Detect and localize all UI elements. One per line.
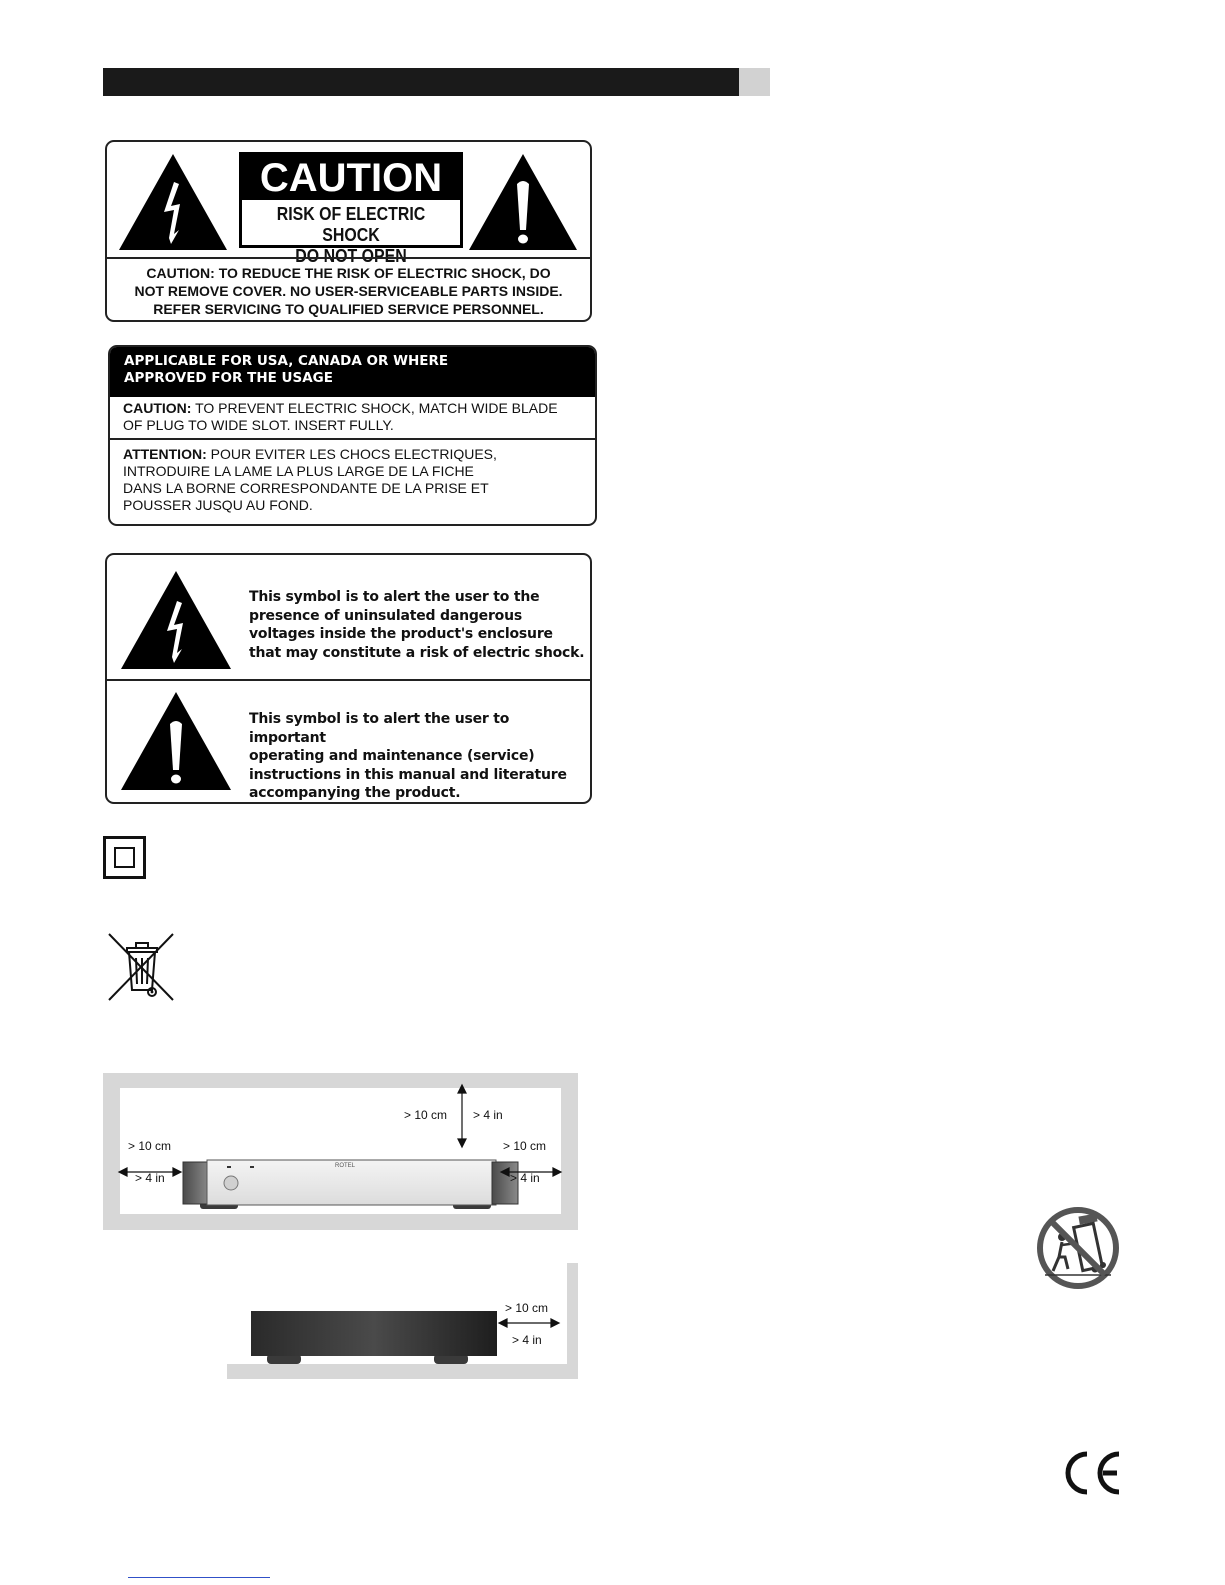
exclamation-desc-line: operating and maintenance (service) bbox=[249, 748, 535, 764]
rear-wall bbox=[567, 1263, 578, 1379]
plug-attention-prefix: ATTENTION: bbox=[123, 446, 207, 462]
lightning-desc-line: presence of uninsulated dangerous bbox=[249, 607, 522, 624]
plug-attention-line4: POUSSER JUSQU AU FOND. bbox=[123, 497, 313, 513]
plug-caution-line1: TO PREVENT ELECTRIC SHOCK, MATCH WIDE BLADE bbox=[191, 400, 558, 416]
crossed-out-bin-weee-icon bbox=[107, 932, 175, 1002]
plug-caution-line2: OF PLUG TO WIDE SLOT. INSERT FULLY. bbox=[123, 417, 394, 433]
side-clearance-in: > 4 in bbox=[512, 1333, 542, 1347]
lightning-desc-line: This symbol is to alert the user to the bbox=[249, 589, 540, 605]
caution-badge bbox=[239, 152, 463, 266]
exclamation-desc-line: instructions in this manual and literature bbox=[249, 766, 567, 783]
class-ii-double-insulation-icon bbox=[103, 836, 146, 879]
symbols-explanation-label bbox=[105, 553, 592, 804]
top-clearance-in: > 4 in bbox=[473, 1108, 503, 1122]
plug-caution-prefix: CAUTION: bbox=[123, 400, 192, 416]
header-bar bbox=[103, 68, 739, 96]
caution-warning-line1: CAUTION: TO REDUCE THE RISK OF ELECTRIC SHOCK, DO bbox=[146, 265, 551, 281]
plug-polarity-label bbox=[108, 345, 597, 526]
caution-warning-line2: NOT REMOVE COVER. NO USER-SERVICEABLE PARTS INSIDE. bbox=[134, 283, 563, 299]
brand-logo: ROTEL bbox=[335, 1163, 356, 1169]
side-clearance-cm: > 10 cm bbox=[505, 1301, 549, 1315]
floor-surface bbox=[227, 1364, 578, 1379]
ventilation-front-diagram bbox=[103, 1073, 578, 1230]
lightning-desc-line: that may constitute a risk of electric shock. bbox=[249, 644, 585, 661]
inner-square bbox=[114, 847, 135, 868]
exclamation-warning-icon bbox=[119, 690, 233, 792]
no-cart-tipover-icon bbox=[1037, 1207, 1119, 1289]
plug-header-line1: APPLICABLE FOR USA, CANADA OR WHERE bbox=[124, 353, 449, 369]
caution-label bbox=[105, 140, 592, 322]
plug-attention-line2: INTRODUIRE LA LAME LA PLUS LARGE DE LA FICHE bbox=[123, 463, 474, 479]
caution-heading: CAUTION bbox=[242, 155, 460, 200]
exclamation-warning-icon bbox=[467, 152, 579, 252]
top-clearance-cm: > 10 cm bbox=[404, 1108, 448, 1122]
caution-warning-text bbox=[107, 264, 590, 318]
caution-sub-line1: RISK OF ELECTRIC SHOCK bbox=[276, 203, 426, 245]
plug-caution-text bbox=[110, 397, 595, 440]
divider bbox=[107, 679, 590, 681]
plug-attention-line3: DANS LA BORNE CORRESPONDANTE DE LA PRISE ET bbox=[123, 480, 489, 496]
left-clearance-in: > 4 in bbox=[135, 1171, 165, 1185]
lightning-symbol-description bbox=[249, 588, 584, 662]
lightning-warning-icon bbox=[117, 152, 229, 252]
lightning-warning-icon bbox=[119, 569, 233, 671]
exclamation-desc-line: accompanying the product. bbox=[249, 785, 461, 801]
right-clearance-cm: > 10 cm bbox=[503, 1139, 547, 1153]
plug-label-header bbox=[110, 347, 595, 397]
header-tab bbox=[739, 68, 770, 96]
plug-header-line2: APPROVED FOR THE USAGE bbox=[124, 370, 333, 386]
exclamation-symbol-description bbox=[249, 710, 590, 803]
left-clearance-cm: > 10 cm bbox=[128, 1139, 172, 1153]
caution-sub-line2: DO NOT OPEN bbox=[295, 245, 407, 266]
footer-rule bbox=[128, 1577, 270, 1578]
exclamation-desc-line: This symbol is to alert the user to important bbox=[249, 711, 510, 746]
caution-warning-line3: REFER SERVICING TO QUALIFIED SERVICE PERSONNEL. bbox=[153, 301, 544, 317]
plug-attention-line1: POUR EVITER LES CHOCS ELECTRIQUES, bbox=[206, 446, 497, 462]
divider bbox=[107, 257, 590, 259]
plug-attention-text bbox=[110, 440, 595, 520]
right-clearance-in: > 4 in bbox=[510, 1171, 540, 1185]
ce-mark-icon bbox=[1061, 1448, 1125, 1498]
lightning-desc-line: voltages inside the product's enclosure bbox=[249, 626, 553, 642]
